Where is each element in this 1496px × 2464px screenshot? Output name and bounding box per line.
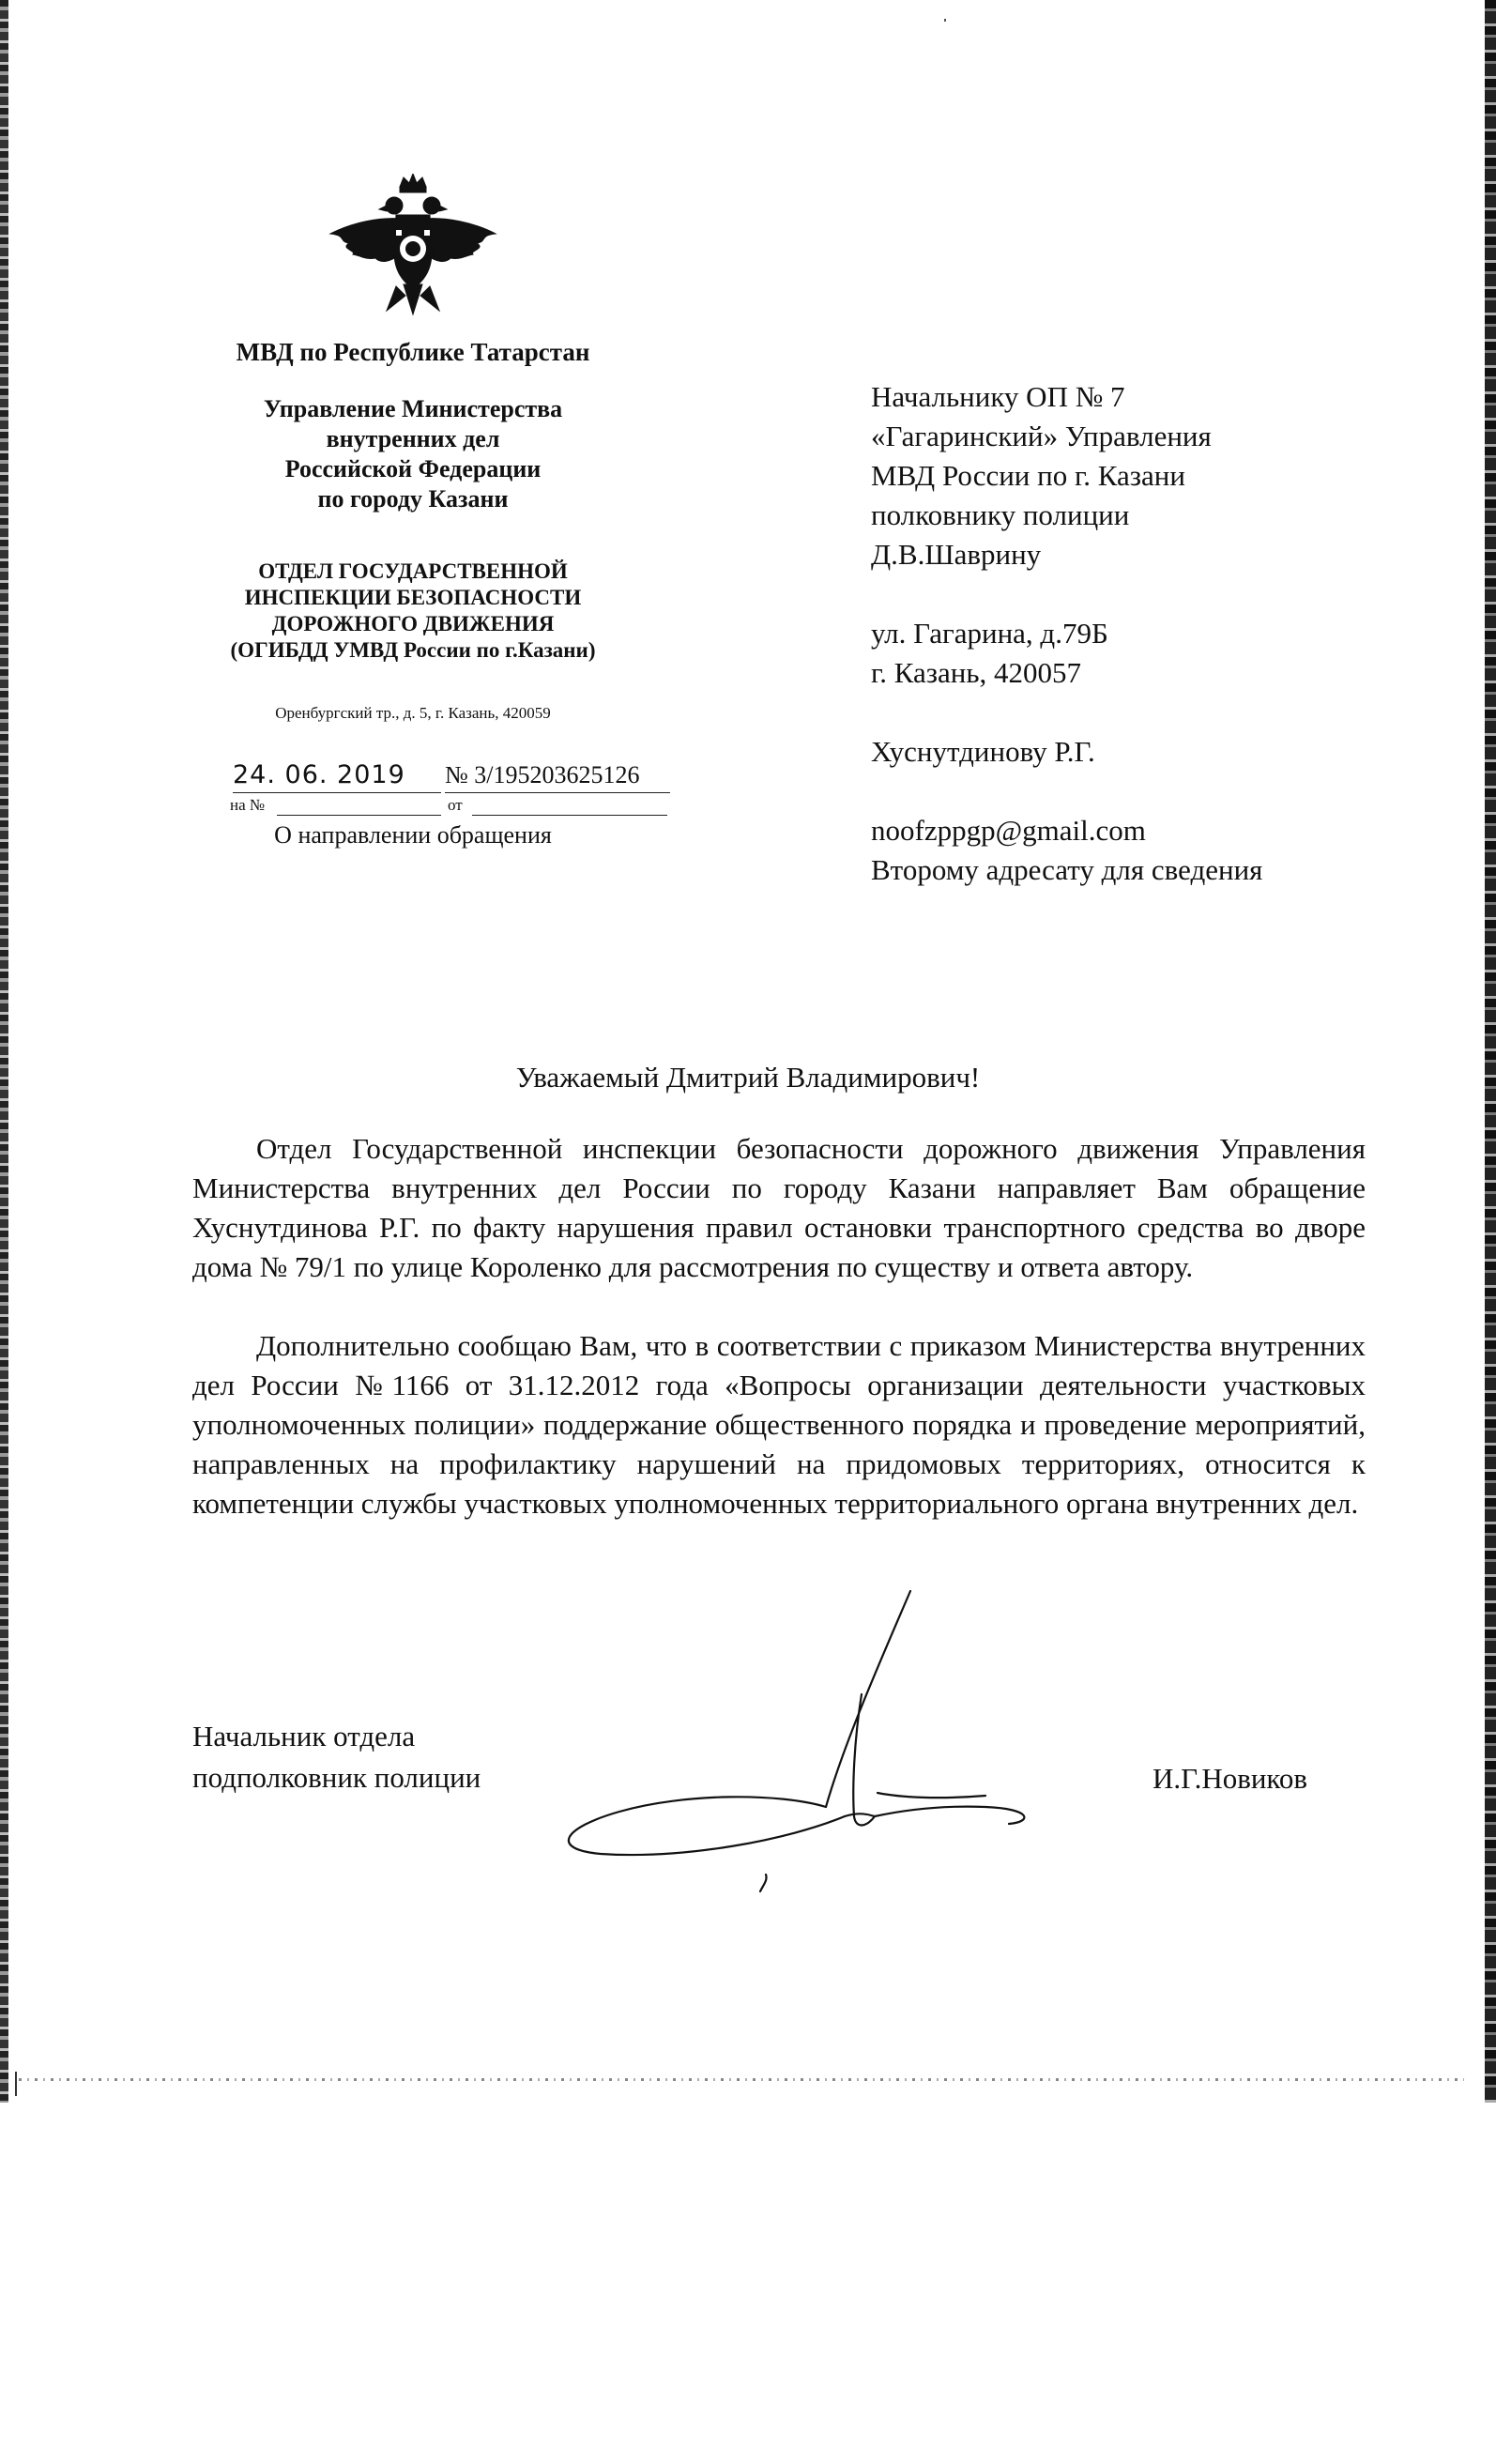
reference-line — [230, 796, 680, 819]
registration-date: 24. 06. 2019 — [233, 760, 405, 789]
double-headed-eagle-icon — [328, 174, 497, 333]
issuer-ministry: МВД по Республике Татарстан — [236, 338, 590, 366]
issuer-department-line: Управление Министерства — [263, 395, 563, 422]
handwritten-signature — [544, 1582, 1051, 1901]
issuer-department-line: Российской Федерации — [284, 455, 542, 482]
issuer-address: Оренбургский тр., д. 5, г. Казань, 420059 — [275, 704, 551, 722]
issuer-division — [188, 559, 638, 664]
signatory-title-line: Начальник отдела — [192, 1720, 416, 1752]
addressee-line: «Гагаринский» Управления — [871, 420, 1212, 452]
underline — [472, 815, 667, 816]
scan-speck — [944, 19, 946, 22]
issuer-department-line: по городу Казани — [317, 485, 509, 513]
body-paragraph: Отдел Государственной инспекции безопасности дорожного движения Управления Министерства внутренних дел России по городу Казани направляет Вам обращение Хуснутдинова Р.Г. по факту нарушения правил остановки транспортного средства во дворе дома № 79/1 по улице Короленко для рассмотрения по существу и ответа автору. — [192, 1132, 1366, 1283]
addressee-street: ул. Гагарина, д.79Б — [871, 617, 1108, 650]
registration-line — [233, 760, 674, 790]
issuer-department-line: внутренних дел — [326, 425, 500, 452]
addressee-line: полковнику полиции — [871, 498, 1130, 531]
issuer-division-line: (ОГИБДД УМВД России по г.Казани) — [230, 638, 596, 662]
scan-border-right — [1485, 0, 1496, 2103]
scan-border-left — [0, 0, 8, 2103]
second-addressee-email: noofzppgp@gmail.com — [871, 814, 1146, 847]
reference-number-label: на № — [230, 796, 266, 814]
addressee-city: г. Казань, 420057 — [871, 656, 1081, 689]
second-addressee-note: Второму адресату для сведения — [871, 853, 1263, 886]
signatory-name: И.Г.Новиков — [1153, 1762, 1308, 1795]
registration-number: № 3/195203625126 — [445, 761, 640, 788]
addressee-line: Начальнику ОП № 7 — [871, 380, 1125, 413]
underline — [445, 792, 670, 793]
salutation: Уважаемый Дмитрий Владимирович! — [515, 1061, 981, 1094]
letter-subject: О направлении обращения — [274, 821, 552, 849]
issuer-division-line: ОТДЕЛ ГОСУДАРСТВЕННОЙ — [258, 559, 568, 583]
reference-date-label: от — [448, 796, 463, 814]
issuer-division-line: ДОРОЖНОГО ДВИЖЕНИЯ — [271, 612, 555, 635]
underline — [233, 792, 441, 793]
scan-tick — [15, 2072, 17, 2096]
issuer-division-line: ИНСПЕКЦИИ БЕЗОПАСНОСТИ — [244, 586, 582, 609]
scan-noise-bottom — [19, 2078, 1464, 2081]
body-paragraph: Дополнительно сообщаю Вам, что в соответствии с приказом Министерства внутренних дел России №1166 от 31.12.2012 года «Вопросы организации деятельности участковых уполномоченных полиции» поддержание общественного порядка и проведение мероприятий, направленных на профилактику нарушений на придомовых территориях, относится к компетенции службы участковых уполномоченных территориального органа внутренних дел. — [192, 1329, 1366, 1520]
signatory-title — [192, 1716, 481, 1798]
second-addressee: Хуснутдинову Р.Г. — [871, 735, 1095, 768]
underline — [277, 815, 441, 816]
addressee-line: Д.В.Шаврину — [871, 538, 1042, 571]
signatory-title-line: подполковник полиции — [192, 1761, 481, 1794]
issuer-department — [188, 394, 638, 514]
addressee-line: МВД России по г. Казани — [871, 459, 1185, 492]
addressee-block — [871, 377, 1262, 890]
